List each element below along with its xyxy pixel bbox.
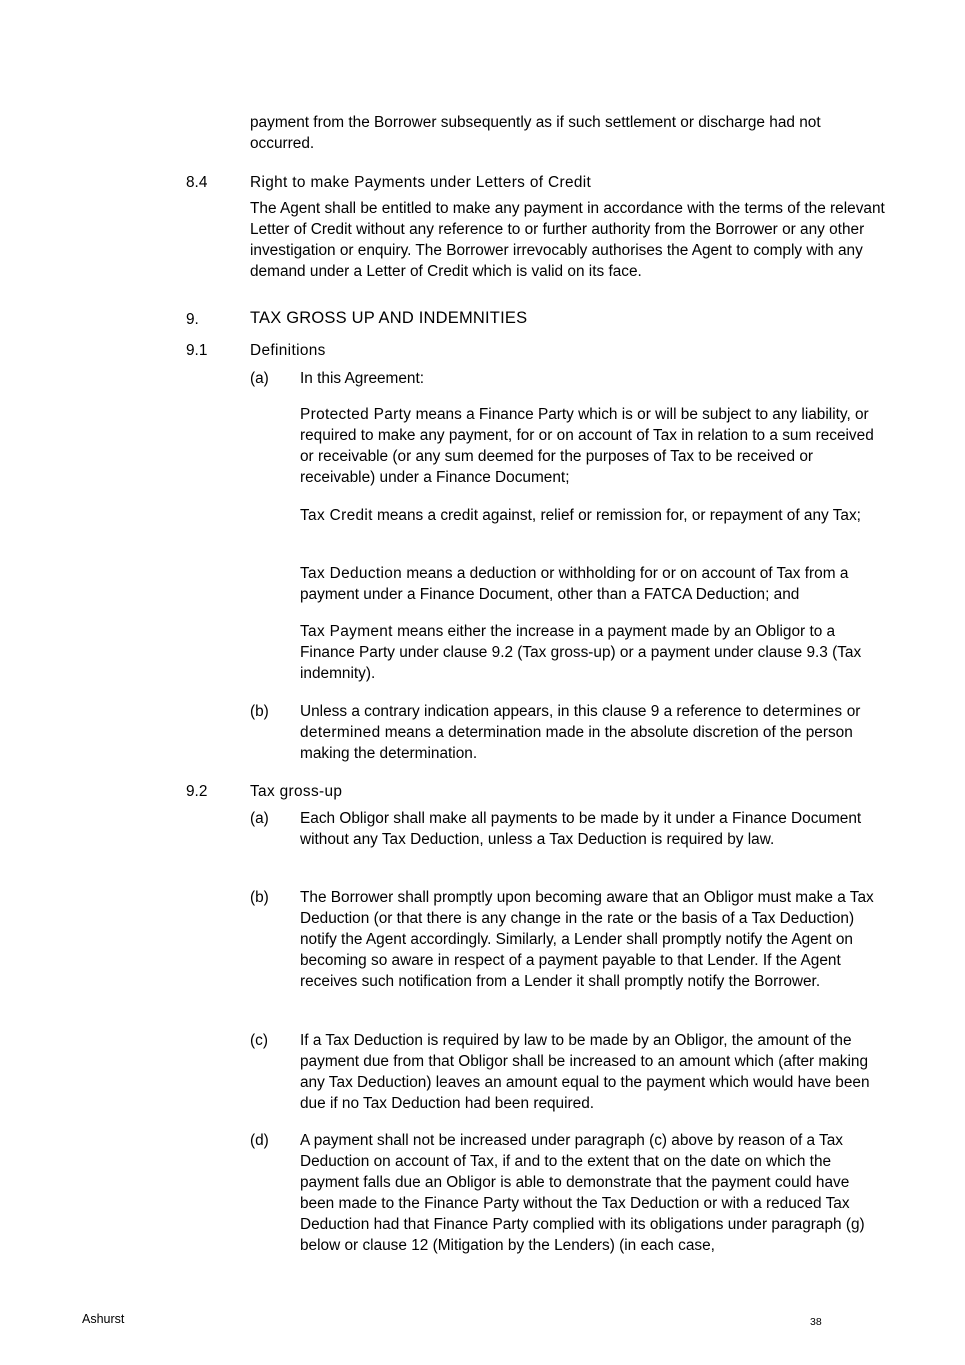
- definition-text: means either the increase in a payment made by an Obligor to a Finance Party under clause 9.2 (Tax gross-up) or a payment under clause 9.3 (Tax indemnity).: [300, 623, 862, 682]
- clause-9-1-b-text: [300, 701, 885, 764]
- clause-9-1-b-label: (b): [250, 703, 269, 720]
- definition-protected-party: [300, 404, 885, 488]
- definition-tax-payment: [300, 621, 885, 684]
- clause-9-2-a-text: Each Obligor shall make all payments to be made by it under a Finance Document without any Tax Deduction, unless a Tax Deduction is required by law.: [300, 810, 862, 848]
- definition-tax-deduction: [300, 563, 885, 605]
- clause-9-2-b-text: The Borrower shall promptly upon becoming aware that an Obligor must make a Tax Deduction (or that there is any change in the rate or the basis of a Tax Deduction) notify the Agent accordingly. Similarly, a Lender shall promptly notify the Agent on becoming so aware in respect of a payment payable to that Lender. If the Agent receives such notification from a Lender it shall promptly notify the Borrower.: [300, 889, 874, 990]
- clause-9-2-d-text: A payment shall not be increased under paragraph (c) above by reason of a Tax Deduction on account of Tax, if and to the extent that on the date on which the payment falls due an Obligor is able to demonstrate that the payment could have been made to the Finance Party without the Tax Deduction or with a reduced Tax Deduction had that Finance Party complied with its obligations under paragraph (g) below or clause 12 (Mitigation by the Lenders) (in each case,: [300, 1132, 865, 1254]
- definition-tax-credit: [300, 505, 885, 526]
- definition-term: Tax Payment: [300, 623, 393, 640]
- clause-9-1-a-text: In this Agreement:: [300, 370, 425, 387]
- clause-9-heading: TAX GROSS UP AND INDEMNITIES: [250, 309, 528, 327]
- clause-9-2-heading: Tax gross-up: [250, 783, 343, 800]
- definition-term: Protected Party: [300, 406, 412, 423]
- clause-9-number: 9.: [186, 311, 199, 328]
- defined-term: determines: [762, 703, 843, 720]
- clause-9-2-d-label: (d): [250, 1132, 269, 1149]
- clause-8-4-number: 8.4: [186, 174, 208, 191]
- clause-9-2-c-text: If a Tax Deduction is required by law to be made by an Obligor, the amount of the payment due from that Obligor shall be increased to an amount which (after making any Tax Deduction) leaves an amount equal to the payment which would have been due if no Tax Deduction had been required.: [300, 1032, 870, 1112]
- definition-text: means a credit against, relief or remission for, or repayment of any Tax;: [372, 507, 861, 524]
- clause-9-1-heading: Definitions: [250, 342, 326, 359]
- clause-9-2-number: 9.2: [186, 783, 208, 800]
- clause-9-1-a-label: (a): [250, 370, 269, 387]
- continued-paragraph: payment from the Borrower subsequently as if such settlement or discharge had not occurred.: [250, 114, 821, 152]
- clause-9-2-c-label: (c): [250, 1032, 268, 1049]
- defined-term: determined: [300, 724, 381, 741]
- footer-firm-name: Ashurst: [82, 1312, 125, 1326]
- definition-term: Tax Credit: [300, 507, 373, 524]
- definition-text: means a deduction or withholding for or on account of Tax from a payment under a Finance Document, other than a FATCA Deduction; and: [300, 565, 849, 603]
- definition-text: means a Finance Party which is or will be subject to any liability, or required to make any payment, for or on account of Tax in relation to a sum received or receivable (or any sum deemed for the purposes of Tax to be received or receivable) under a Finance Document;: [300, 406, 874, 486]
- clause-8-4-heading: Right to make Payments under Letters of Credit: [250, 174, 592, 191]
- footer-page-number: 38: [810, 1316, 822, 1328]
- clause-8-4-body: The Agent shall be entitled to make any payment in accordance with the terms of the relevant Letter of Credit without any reference to or further authority from the Borrower or any other investigation or enquiry. The Borrower irrevocably authorises the Agent to comply with any demand under a Letter of Credit which is valid on its face.: [250, 200, 885, 280]
- clause-text: means a determination made in the absolute discretion of the person making the determination.: [300, 724, 853, 762]
- clause-9-2-a-label: (a): [250, 810, 269, 827]
- definition-term: Tax Deduction: [300, 565, 403, 582]
- clause-9-2-b-label: (b): [250, 889, 269, 906]
- clause-9-1-number: 9.1: [186, 342, 208, 359]
- clause-text: Unless a contrary indication appears, in this clause 9 a reference to: [300, 703, 763, 720]
- clause-text: or: [842, 703, 861, 720]
